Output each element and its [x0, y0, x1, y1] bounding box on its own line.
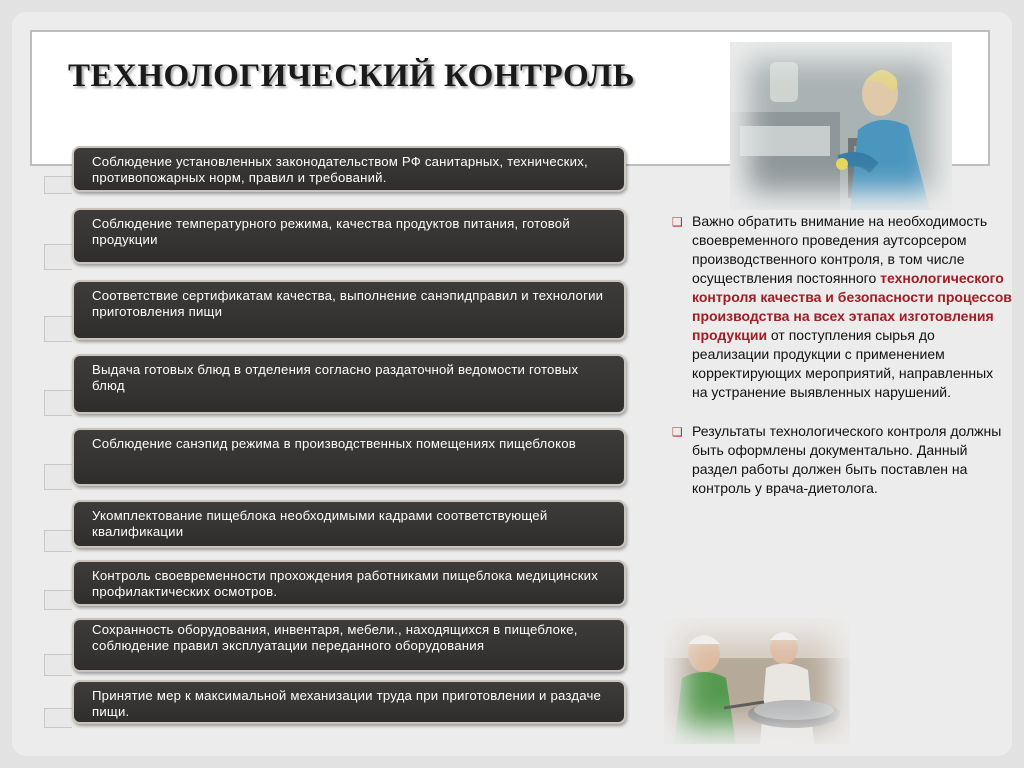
item-tab [44, 316, 72, 342]
item-box: Соответствие сертификатам качества, выполнение санэпидправил и технологии приготовления пищи [72, 280, 626, 340]
item-box: Соблюдение температурного режима, качества продуктов питания, готовой продукции [72, 208, 626, 264]
item-tab [44, 654, 72, 676]
note-text: от поступления сырья до реализации продукции с применением корректирующих мероприятий, направленных на устранение выявленных нарушений. [692, 327, 994, 400]
list-item [44, 354, 628, 416]
list-item [44, 280, 628, 342]
photo-fade [730, 42, 952, 210]
item-tab [44, 530, 72, 552]
list-item [44, 500, 628, 552]
item-tab [44, 244, 72, 270]
notes-panel [672, 212, 1012, 518]
kitchen-photo [730, 42, 952, 210]
item-box: Соблюдение санэпид режима в производственных помещениях пищеблоков [72, 428, 626, 486]
checkbox-bullet-icon: ❑ [672, 215, 683, 229]
note-text: Важно обратить внимание на необходимость своевременного проведения аутсорсером производственного контроля, в том числе осуществления постоянного [692, 213, 988, 286]
cooks-photo [664, 618, 850, 744]
list-item [44, 428, 628, 490]
note-paragraph-1 [672, 212, 1012, 402]
item-tab [44, 176, 72, 194]
list-item [44, 618, 628, 676]
item-tab [44, 464, 72, 490]
note-paragraph-2 [672, 422, 1012, 498]
note-highlight: технологического контроля качества и безопасности процессов производства на всех этапах изготовления продукции [692, 270, 1012, 343]
item-tab [44, 590, 72, 610]
list-item [44, 208, 628, 270]
item-box: Принятие мер к максимальной механизации труда при приготовлении и раздаче пищи. [72, 680, 626, 724]
item-box: Сохранность оборудования, инвентаря, мебели., находящихся в пищеблоке, соблюдение правил эксплуатации переданного оборудования [72, 618, 626, 672]
page-title: ТЕХНОЛОГИЧЕСКИЙ КОНТРОЛЬ [68, 58, 635, 94]
item-box: Контроль своевременности прохождения работниками пищеблока медицинских профилактических осмотров. [72, 560, 626, 606]
note-text: Результаты технологического контроля должны быть оформлены документально. Данный раздел работы должен быть поставлен на контроль у врача-диетолога. [692, 423, 1002, 496]
checkbox-bullet-icon: ❑ [672, 425, 683, 439]
photo-fade [664, 618, 850, 744]
list-item [44, 560, 628, 610]
item-tab [44, 390, 72, 416]
item-box: Выдача готовых блюд в отделения согласно раздаточной ведомости готовых блюд [72, 354, 626, 414]
item-tab [44, 708, 72, 728]
item-box: Соблюдение установленных законодательством РФ санитарных, технических, противопожарных норм, правил и требований. [72, 146, 626, 192]
list-item [44, 146, 628, 194]
item-box: Укомплектование пищеблока необходимыми кадрами соответствующей квалификации [72, 500, 626, 548]
list-item [44, 680, 628, 728]
